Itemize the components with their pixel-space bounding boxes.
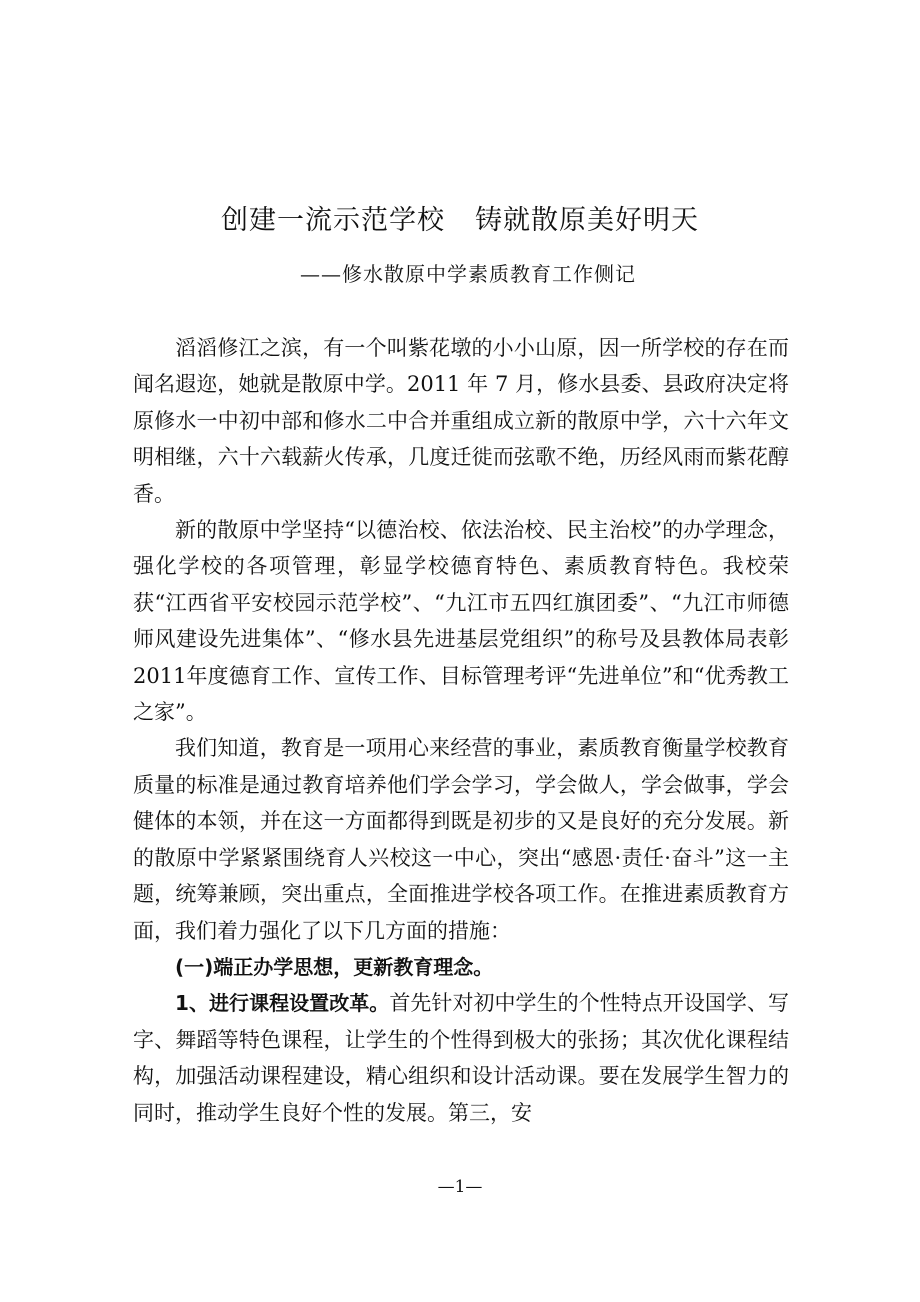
paragraph-item-1 [133, 985, 789, 1131]
paragraph-2: 新的散原中学坚持“以德治校、依法治校、民主治校”的办学理念，强化学校的各项管理，彰显学校德育特色、素质教育特色。我校荣获“江西省平安校园示范学校”、“九江市五四红旗团委”、“九江市师德师风建设先进集体”、“修水县先进基层党组织”的称号及县教体局表彰2011年度德育工作、宣传工作、目标管理考评“先进单位”和“优秀教工之家”。 [133, 518, 789, 725]
document-body [133, 330, 789, 1131]
item-1-text: 首先针对初中学生的个性特点开设国学、写字、舞蹈等特色课程，让学生的个性得到极大的张扬；其次优化课程结构，加强活动课程建设，精心组织和设计活动课。要在发展学生智力的同时，推动学生良好个性的发展。第三，安 [133, 991, 789, 1125]
page-number: —1— [437, 1177, 483, 1197]
document-subtitle: ——修水散原中学素质教育工作侧记 [300, 262, 636, 286]
document-title [0, 198, 920, 237]
paragraph-1: 滔滔修江之滨，有一个叫紫花墩的小小山原，因一所学校的存在而闻名遐迩，她就是散原中学。2011 年 7 月，修水县委、县政府决定将原修水一中初中部和修水二中合并重组成立新的散原中学，六十六年文明相继，六十六载薪火传承，几度迁徙而弦歌不绝，历经风雨而紫花醇香。 [133, 336, 789, 506]
title-part-1: 创建一流示范学校 [221, 205, 445, 236]
section-heading: (一)端正办学思想，更新教育理念。 [175, 954, 494, 979]
paragraph-3: 我们知道，教育是一项用心来经营的事业，素质教育衡量学校教育质量的标准是通过教育培养他们学会学习，学会做人，学会做事，学会健体的本领，并在这一方面都得到既是初步的又是良好的充分发展。新的散原中学紧紧围绕育人兴校这一中心，突出“感恩·责任·奋斗”这一主题，统筹兼顾，突出重点，全面推进学校各项工作。在推进素质教育方面，我们着力强化了以下几方面的措施： [133, 736, 789, 943]
item-1-lead: 1、进行课程设置改革。 [175, 991, 390, 1016]
title-part-2: 铸就散原美好明天 [475, 205, 699, 236]
